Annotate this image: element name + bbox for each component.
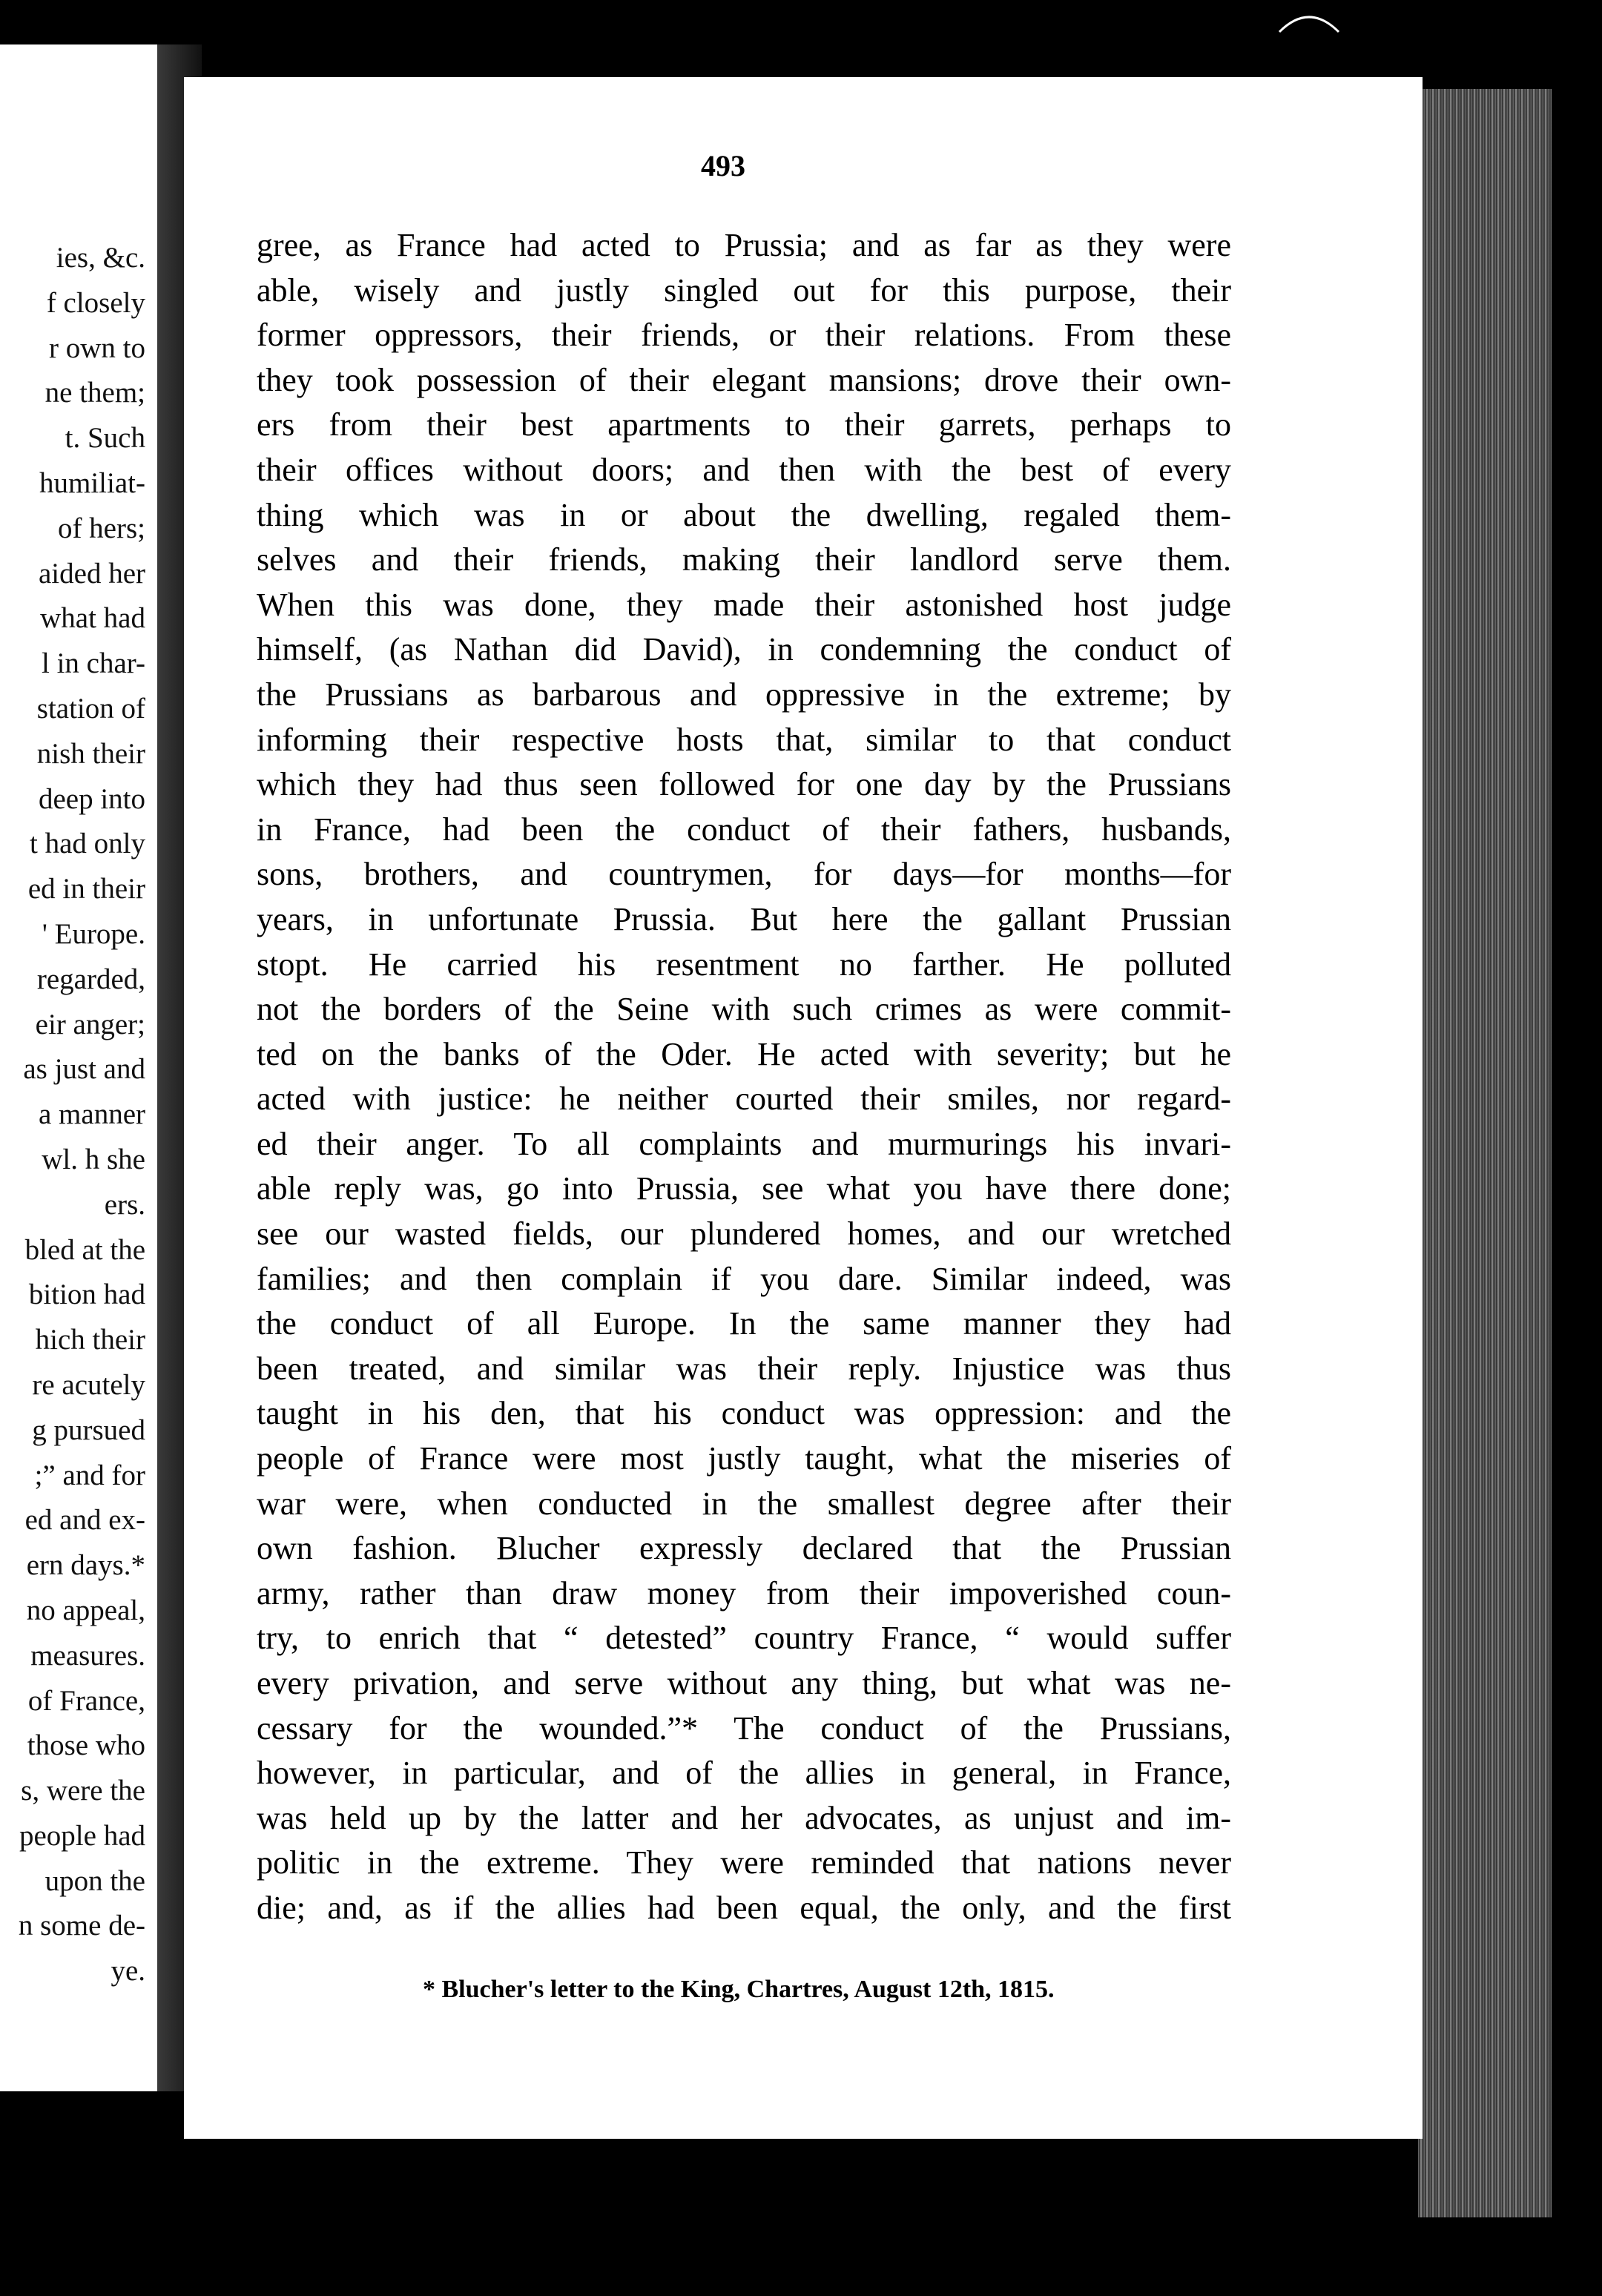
facing-text-line: ern days.* — [26, 1549, 145, 1582]
facing-text-line: ;” and for — [34, 1459, 145, 1491]
text-line: war were, when conducted in the smallest degree after their — [257, 1485, 1231, 1522]
text-line: people of France were most justly taught, what the miseries of — [257, 1440, 1231, 1477]
text-line: When this was done, they made their astonished host judge — [257, 586, 1231, 623]
text-line: was held up by the latter and her advocates, as unjust and im- — [257, 1799, 1231, 1836]
facing-text-line: station of — [36, 692, 145, 725]
text-line: gree, as France had acted to Prussia; and as far as they were — [257, 227, 1231, 263]
facing-text-line: those who — [27, 1729, 145, 1762]
facing-text-line: as just and — [23, 1053, 145, 1086]
page-number: 493 — [701, 149, 745, 182]
facing-text-line: bled at the — [24, 1233, 145, 1266]
text-line: which they had thus seen followed for one day by the Prussians — [257, 766, 1231, 803]
facing-text-line: n some de- — [18, 1910, 145, 1942]
facing-text-line: aided her — [38, 557, 145, 590]
facing-text-line: hich their — [35, 1324, 145, 1356]
text-line: army, rather than draw money from their impoverished coun- — [257, 1574, 1231, 1612]
text-line: see our wasted fields, our plundered homes, and our wretched — [257, 1215, 1231, 1253]
text-line: been treated, and similar was their reply. Injustice was thus — [257, 1350, 1231, 1387]
facing-text-line: r own to — [49, 331, 145, 364]
text-line: thing which was in or about the dwelling, regaled them- — [257, 496, 1231, 533]
text-line: try, to enrich that “ detested” country France, “ would suffer — [257, 1620, 1231, 1657]
text-line: own fashion. Blucher expressly declared that the Prussian — [257, 1530, 1231, 1567]
facing-text-line: no appeal, — [26, 1594, 145, 1626]
text-line: ted on the banks of the Oder. He acted with severity; but he — [257, 1035, 1231, 1072]
body-text — [257, 223, 1231, 1931]
text-line: able reply was, go into Prussia, see what you have there done; — [257, 1170, 1231, 1207]
text-line: die; and, as if the allies had been equal, the only, and the first — [257, 1889, 1231, 1926]
facing-text-line: re acutely — [32, 1368, 145, 1401]
facing-text-line: f closely — [46, 286, 145, 319]
text-line: ed their anger. To all complaints and murmurings his invari- — [257, 1125, 1231, 1162]
text-line: their offices without doors; and then with the best of every — [257, 451, 1231, 488]
text-line: the Prussians as barbarous and oppressive in the extreme; by — [257, 676, 1231, 713]
facing-text-line: s, were the — [21, 1775, 145, 1807]
facing-text-line: eir anger; — [35, 1008, 145, 1040]
text-line: the conduct of all Europe. In the same manner they had — [257, 1305, 1231, 1342]
facing-page-text — [0, 236, 145, 1994]
facing-text-line: ies, &c. — [56, 242, 145, 274]
facing-text-line: ne them; — [44, 377, 145, 409]
text-line: acted with justice: he neither courted their smiles, nor regard- — [257, 1081, 1231, 1118]
facing-text-line: of France, — [27, 1684, 145, 1717]
facing-text-line: ers. — [104, 1188, 145, 1221]
facing-text-line: regarded, — [36, 963, 145, 995]
facing-text-line: what had — [40, 602, 145, 635]
facing-text-line: ye. — [111, 1955, 145, 1987]
text-line: they took possession of their elegant mansions; drove their own- — [257, 361, 1231, 398]
facing-text-line: deep into — [38, 782, 145, 815]
text-line: able, wisely and justly singled out for this purpose, their — [257, 271, 1231, 309]
facing-text-line: nish their — [36, 737, 145, 770]
text-line: families; and then complain if you dare. Similar indeed, was — [257, 1260, 1231, 1297]
text-line: sons, brothers, and countrymen, for days—for months—for — [257, 856, 1231, 893]
facing-text-line: g pursued — [32, 1413, 145, 1446]
facing-text-line: wl. h she — [42, 1143, 145, 1175]
facing-text-line: l in char- — [42, 647, 145, 680]
text-line: ers from their best apartments to their garrets, perhaps to — [257, 406, 1231, 443]
facing-text-line: upon the — [44, 1864, 145, 1897]
text-line: stopt. He carried his resentment no farther. He polluted — [257, 946, 1231, 983]
text-line: informing their respective hosts that, similar to that conduct — [257, 721, 1231, 758]
facing-text-line: t. Such — [65, 422, 145, 455]
footnote: * Blucher's letter to the King, Chartres, August 12th, 1815. — [423, 1976, 1055, 2003]
text-line: taught in his den, that his conduct was oppression: and the — [257, 1395, 1231, 1432]
text-line: cessary for the wounded.”* The conduct of the Prussians, — [257, 1709, 1231, 1746]
facing-text-line: ' Europe. — [42, 917, 145, 950]
text-line: selves and their friends, making their landlord serve them. — [257, 541, 1231, 578]
facing-text-line: measures. — [30, 1639, 145, 1672]
text-line: politic in the extreme. They were reminded that nations never — [257, 1844, 1231, 1881]
facing-text-line: people had — [19, 1819, 145, 1852]
page-edges — [1418, 89, 1552, 2217]
text-line: every privation, and serve without any thing, but what was ne- — [257, 1665, 1231, 1701]
text-line: years, in unfortunate Prussia. But here the gallant Prussian — [257, 900, 1231, 937]
text-line: however, in particular, and of the allies in general, in France, — [257, 1755, 1231, 1792]
text-line: in France, had been the conduct of their fathers, husbands, — [257, 811, 1231, 848]
facing-text-line: a manner — [38, 1098, 145, 1131]
facing-text-line: t had only — [30, 828, 145, 860]
text-line: himself, (as Nathan did David), in condemning the conduct of — [257, 631, 1231, 668]
facing-text-line: ed and ex- — [24, 1504, 145, 1537]
corner-mark — [1276, 6, 1342, 36]
facing-text-line: of hers; — [57, 512, 145, 544]
facing-text-line: humiliat- — [39, 466, 145, 499]
text-line: former oppressors, their friends, or their relations. From these — [257, 317, 1231, 354]
facing-text-line: bition had — [28, 1279, 145, 1311]
text-line: not the borders of the Seine with such crimes as were commit- — [257, 991, 1231, 1028]
facing-text-line: ed in their — [27, 873, 145, 905]
